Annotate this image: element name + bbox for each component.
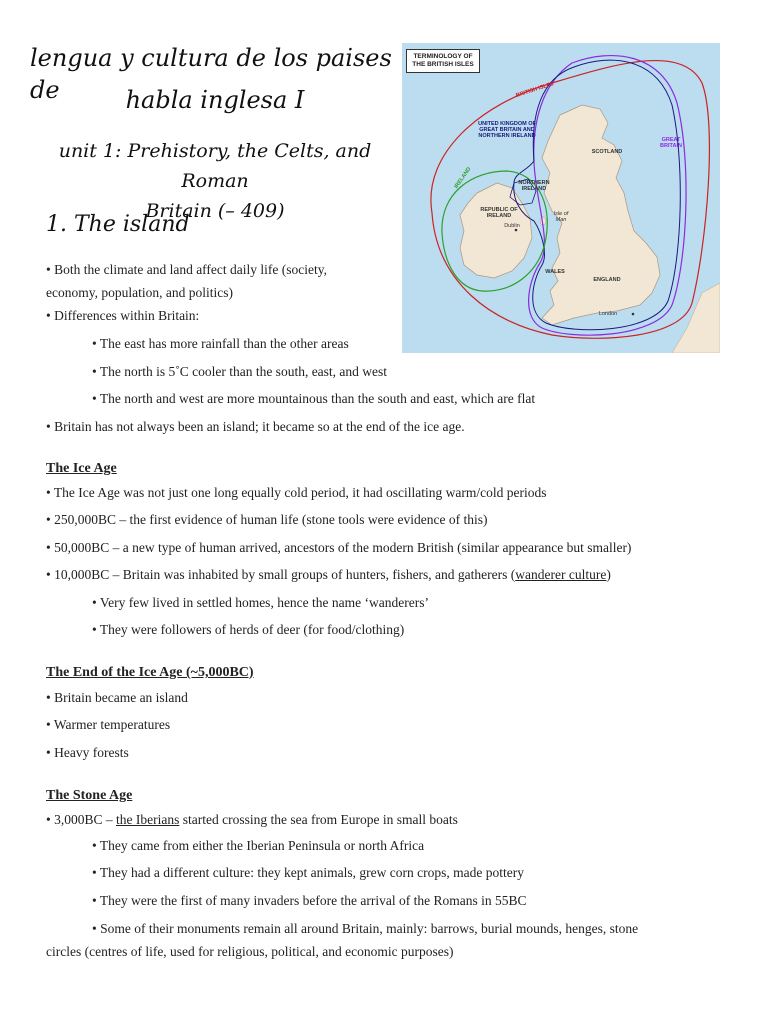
island-bullet-2: • Differences within Britain: (46, 308, 200, 323)
end-ice-age-bullet-3: • Heavy forests (46, 745, 129, 760)
stone-age-sub-bullet-4: • Some of their monuments remain all around Britain, mainly: barrows, burial mounds, henges, stone (92, 921, 639, 936)
wanderer-culture-term: wanderer culture (515, 567, 607, 582)
unit-title-line2: Britain (– 409) (145, 200, 285, 222)
map-legend-title: TERMINOLOGY OF THE BRITISH ISLES (406, 49, 480, 73)
island-bullet-1: • Both the climate and land affect daily life (society, (46, 262, 328, 277)
label-ireland: IRELAND (453, 166, 473, 190)
label-british-isles: BRITISH ISLES (515, 81, 555, 99)
stone-age-bullet-1-text: • 3,000BC – (46, 812, 116, 827)
ice-age-bullet-4 (46, 566, 611, 584)
ice-age-sub-bullet-1: • Very few lived in settled homes, hence the name ‘wanderers’ (92, 595, 429, 610)
iberians-term: the Iberians (116, 812, 180, 827)
ice-age-bullet-4-text: • 10,000BC – Britain was inhabited by small groups of hunters, fishers, and gatherers ( (46, 567, 516, 582)
stone-age-sub-bullet-3: • They were the first of many invaders before the arrival of the Romans in 55BC (92, 893, 527, 908)
island-sub-bullet-2: • The north is 5˚C cooler than the south, east, and west (92, 364, 388, 379)
map-graphic (402, 43, 720, 353)
unit-title-line1: unit 1: Prehistory, the Celts, and Roman (58, 140, 372, 192)
label-england: ENGLAND (593, 277, 621, 283)
ice-age-heading: The Ice Age (46, 461, 117, 476)
end-ice-age-bullet-2: • Warmer temperatures (46, 717, 171, 732)
label-great-britain: GREAT BRITAIN (660, 137, 682, 149)
ice-age-bullet-3: • 50,000BC – a new type of human arrived, ancestors of the modern British (similar appearance but smaller) (46, 540, 632, 555)
label-london: London (598, 311, 618, 317)
label-wales: WALES (545, 269, 565, 275)
stone-age-heading: The Stone Age (46, 788, 133, 803)
stone-age-sub-bullet-2: • They had a different culture: they kept animals, grew corn crops, made pottery (92, 865, 524, 880)
stone-age-bullet-1-end: started crossing the sea from Europe in small boats (179, 812, 458, 827)
ice-age-bullet-1: • The Ice Age was not just one long equally cold period, it had oscillating warm/cold periods (46, 485, 547, 500)
end-ice-age-bullet-1: • Britain became an island (46, 690, 188, 705)
ice-age-bullet-2: • 250,000BC – the first evidence of human life (stone tools were evidence of this) (46, 512, 488, 527)
europe-landmass (672, 283, 720, 353)
section-title: 1. The island (46, 212, 190, 237)
island-sub-bullet-3: • The north and west are more mountainous than the south and east, which are flat (92, 391, 536, 406)
british-isles-map (402, 43, 720, 353)
dublin-dot (515, 229, 518, 232)
ice-age-bullet-4-end: ) (606, 567, 611, 582)
end-ice-age-heading: The End of the Ice Age (~5,000BC) (46, 665, 254, 680)
ireland-landmass (460, 183, 532, 278)
london-dot (632, 313, 635, 316)
island-bullet-3: • Britain has not always been an island; it became so at the end of the ice age. (46, 419, 465, 434)
stone-age-bullet-1 (46, 811, 458, 829)
label-isle-of-man: Isle of Man (553, 211, 569, 223)
label-uk: UNITED KINGDOM OF GREAT BRITAIN AND NORTHERN IRELAND (478, 121, 536, 139)
label-republic-of-ireland: REPUBLIC OF IRELAND (480, 207, 518, 219)
document-title: lengua y cultura de los paises de (30, 44, 392, 104)
island-bullet-1-cont: economy, population, and politics) (46, 285, 233, 300)
stone-age-sub-bullet-1: • They came from either the Iberian Peninsula or north Africa (92, 838, 425, 853)
stone-age-sub-bullet-4-cont: circles (centres of life, used for religious, political, and economic purposes) (46, 944, 454, 959)
ice-age-sub-bullet-2: • They were followers of herds of deer (for food/clothing) (92, 622, 405, 637)
label-dublin: Dublin (504, 223, 520, 229)
label-northern-ireland: NORTHERN IRELAND (518, 180, 550, 192)
document-title-line2: habla inglesa I (125, 86, 305, 114)
label-scotland: SCOTLAND (591, 149, 623, 155)
island-sub-bullet-1: • The east has more rainfall than the other areas (92, 336, 349, 351)
